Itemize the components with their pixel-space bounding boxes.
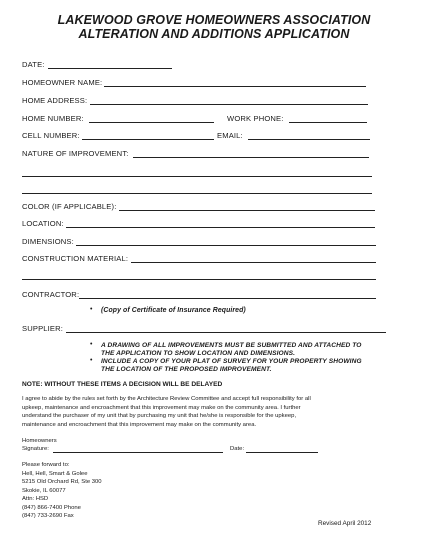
home-address-field[interactable] [90, 104, 368, 105]
agreement-line2: upkeep, maintenance and encroachment that this improvement may make on the community area. I further [22, 404, 301, 411]
forward-street: 5215 Old Orchard Rd, Ste 300 [22, 479, 102, 485]
requirement-drawing-line2: THE APPLICATION TO SHOW LOCATION AND DIMENSIONS. [101, 350, 296, 357]
forward-attn: Attn: HSD [22, 496, 49, 502]
home-number-field[interactable] [89, 122, 214, 123]
delay-note: NOTE: WITHOUT THESE ITEMS A DECISION WILL BE DELAYED [22, 381, 223, 388]
email-field[interactable] [248, 139, 370, 140]
contractor-field[interactable] [79, 298, 376, 299]
signature-label: Signature: [22, 446, 49, 452]
nature-of-improvement-label: NATURE OF IMPROVEMENT: [22, 149, 129, 158]
homeowner-name-label: HOMEOWNER NAME: [22, 78, 103, 87]
requirement-survey-line1: INCLUDE A COPY OF YOUR PLAT OF SURVEY FOR YOUR PROPERTY SHOWING [101, 358, 362, 365]
location-field[interactable] [66, 227, 375, 228]
signature-date-label: Date: [230, 446, 245, 452]
forward-firm: Hell, Hell, Smart & Golee [22, 470, 88, 477]
agreement-line1: I agree to abide by the rules set forth by the Architecture Review Committee and accept full responsibility for all [22, 396, 311, 402]
cell-number-field[interactable] [82, 139, 214, 140]
home-address-label: HOME ADDRESS: [22, 96, 88, 105]
signature-field[interactable] [53, 452, 223, 453]
requirement-drawing-line1: A DRAWING OF ALL IMPROVEMENTS MUST BE SUBMITTED AND ATTACHED TO [101, 342, 362, 349]
forward-city: Skokie, IL 60077 [22, 487, 66, 494]
supplier-label: SUPPLIER: [22, 324, 64, 333]
bullet-icon: • [90, 341, 93, 348]
revision-date: Revised April 2012 [318, 520, 372, 527]
contractor-label: CONTRACTOR: [22, 290, 80, 299]
homeowners-label: Homeowners [22, 438, 57, 444]
supplier-field[interactable] [66, 332, 386, 333]
dimensions-label: DIMENSIONS: [22, 237, 74, 246]
requirement-survey-line2: THE LOCATION OF THE PROPOSED IMPROVEMENT. [101, 366, 272, 373]
bullet-icon: • [90, 357, 93, 364]
signature-date-field[interactable] [246, 452, 318, 453]
form-title-line2: ALTERATION AND ADDITIONS APPLICATION [78, 27, 350, 41]
bullet-icon: • [90, 306, 93, 313]
color-label: COLOR (IF APPLICABLE): [22, 202, 117, 211]
construction-material-line-2[interactable] [22, 279, 376, 280]
work-phone-label: WORK PHONE: [227, 114, 284, 123]
homeowner-name-field[interactable] [104, 86, 366, 87]
work-phone-field[interactable] [289, 122, 367, 123]
cell-number-label: CELL NUMBER: [22, 131, 80, 140]
location-label: LOCATION: [22, 219, 64, 228]
email-label: EMAIL: [217, 131, 243, 140]
home-number-label: HOME NUMBER: [22, 114, 84, 123]
insurance-note: (Copy of Certificate of Insurance Required) [101, 307, 246, 314]
form-title-line1: LAKEWOOD GROVE HOMEOWNERS ASSOCIATION [57, 13, 371, 27]
agreement-line4: maintenance and encroachment that this improvement may make on the community area. [22, 421, 257, 428]
date-field[interactable] [48, 68, 172, 69]
color-field[interactable] [119, 210, 375, 211]
nature-of-improvement-line-3[interactable] [22, 193, 372, 194]
nature-of-improvement-line-2[interactable] [22, 176, 372, 177]
nature-of-improvement-field[interactable] [133, 157, 369, 158]
forward-fax: (847) 733-2690 Fax [22, 513, 74, 519]
construction-material-label: CONSTRUCTION MATERIAL: [22, 254, 129, 263]
forward-phone: (847) 866-7400 Phone [22, 504, 81, 511]
date-label: DATE: [22, 60, 45, 69]
construction-material-field[interactable] [131, 262, 376, 263]
dimensions-field[interactable] [76, 245, 376, 246]
forward-heading: Please forward to: [22, 462, 70, 468]
agreement-line3: understand the purchaser of my unit that by purchasing my unit that he/she is responsible for the upkeep, [22, 413, 297, 419]
